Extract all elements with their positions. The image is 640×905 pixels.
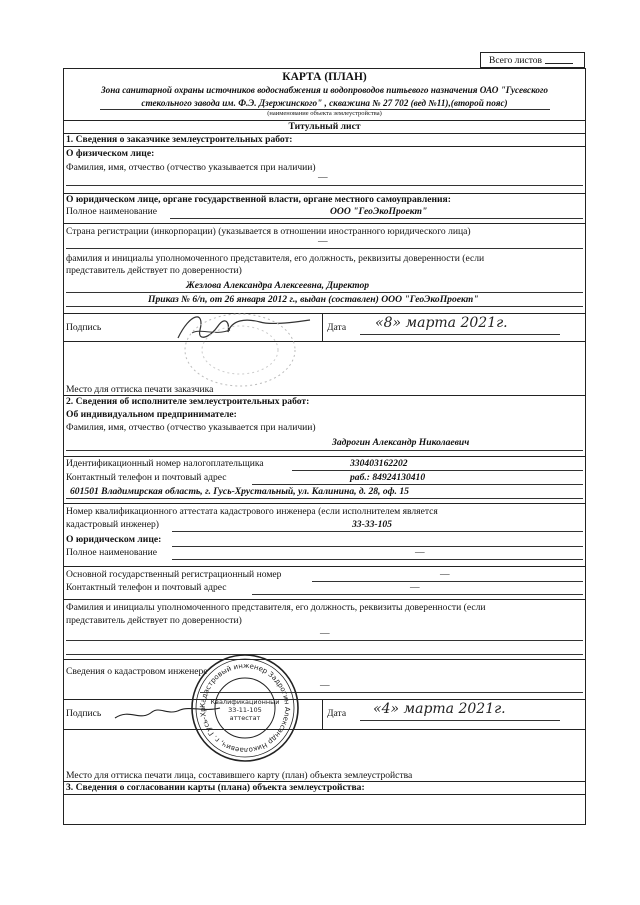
customer-rep-value-line1: Жезлова Александра Алексеевна, Директор <box>186 280 370 291</box>
customer-signature-label: Подпись <box>66 322 102 333</box>
customer-date-value: «8» марта 2021г. <box>375 315 508 331</box>
customer-rep-label-line2: представитель действует по доверенности) <box>66 265 242 276</box>
executor-seal-place: Место для оттиска печати лица, составившего карту (план) объекта землеустройства <box>66 770 413 781</box>
customer-seal-place: Место для оттиска печати заказчика <box>66 384 214 395</box>
customer-date-label: Дата <box>327 322 347 333</box>
title-sheet-label: Титульный лист <box>288 121 361 132</box>
section2-heading: 2. Сведения об исполнителе землеустроительных работ: <box>66 396 310 407</box>
country-label: Страна регистрации (инкорпорации) (указывается в отношении иностранного юридического лица) <box>66 226 471 237</box>
executor-signature <box>110 700 230 730</box>
cert-value: 33-33-105 <box>352 519 392 530</box>
customer-fio-label: Фамилия, имя, отчество (отчество указывается при наличии) <box>66 162 316 173</box>
cadastral-engineer-label: Сведения о кадастровом инженере <box>66 666 208 677</box>
executor-date-label: Дата <box>327 708 347 719</box>
object-name-line1: Зона санитарной охраны источников водоснабжения и водопроводов питьевого назначения ОАО "Гусевского <box>100 85 549 95</box>
contact2-value: — <box>410 582 420 593</box>
executor-legal-heading: О юридическом лице: <box>66 534 162 545</box>
customer-rep-value-line2: Приказ № 6/п, от 26 января 2012 г., выдан (составлен) ООО "ГеоЭкоПроект" <box>148 294 479 305</box>
executor-fio-value: Задрогин Александр Николаевич <box>332 437 470 448</box>
inn-label: Идентификационный номер налогоплательщика <box>66 458 264 469</box>
ogrn-label: Основной государственный регистрационный номер <box>66 569 282 580</box>
svg-text:33-11-105: 33-11-105 <box>228 706 262 714</box>
executor-full-name-value: — <box>415 547 425 558</box>
total-sheets-box <box>480 52 585 68</box>
inn-value: 330403162202 <box>350 458 408 469</box>
contact-label: Контактный телефон и почтовый адрес <box>66 472 227 483</box>
customer-fio-value: — <box>318 172 328 183</box>
individual-heading: О физическом лице: <box>66 148 155 159</box>
executor-rep-value: — <box>320 628 330 639</box>
svg-text:аттестат: аттестат <box>229 714 261 722</box>
stamp-ring-text: Кадастровый инженер Задрогин Александр Николаевич, г. Гусь-Хрустальный, Владимирская область, квалификационный аттестат 33-11-105, ОГРН 304330406600047 <box>177 646 292 755</box>
customer-seal-faint <box>180 310 310 390</box>
address-value: 601501 Владимирская область, г. Гусь-Хрустальный, ул. Калинина, д. 28, оф. 15 <box>70 486 409 497</box>
total-sheets-label: Всего листов <box>489 56 542 66</box>
executor-full-name-label: Полное наименование <box>66 547 158 558</box>
section1-heading: 1. Сведения о заказчике землеустроительных работ: <box>66 134 293 145</box>
ogrn-value: — <box>440 569 450 580</box>
phone-value: раб.: 84924130410 <box>350 472 426 483</box>
executor-date-value: «4» марта 2021г. <box>373 701 506 717</box>
cadastral-engineer-value: — <box>320 680 330 691</box>
object-name-line2: стекольного завода им. Ф.Э. Дзержинского" , скважина № 27 702 (вед №11),(второй пояс) <box>141 98 508 108</box>
total-sheets-blank <box>545 54 573 64</box>
legal-entity-heading: О юридическом лице, органе государственной власти, органе местного самоуправления: <box>66 194 451 205</box>
executor-rep-label-line2: представитель действует по доверенности) <box>66 615 242 626</box>
customer-full-name-value: ООО "ГеоЭкоПроект" <box>330 206 428 217</box>
ip-heading: Об индивидуальном предпринимателе: <box>66 409 237 420</box>
executor-rep-label-line1: Фамилия и инициалы уполномоченного представителя, его должность, реквизиты доверенности (если <box>66 602 486 613</box>
customer-rep-label-line1: фамилия и инициалы уполномоченного представителя, его должность, реквизиты доверенности (если <box>66 253 485 264</box>
cert-label-line1: Номер квалификационного аттестата кадастрового инженера (если исполнителем является <box>66 506 438 517</box>
executor-signature-label: Подпись <box>66 708 102 719</box>
section3-heading: 3. Сведения о согласовании карты (плана) объекта землеустройства: <box>66 782 365 793</box>
object-caption: (наименование объекта землеустройства) <box>267 110 382 117</box>
executor-fio-label: Фамилия, имя, отчество (отчество указывается при наличии) <box>66 422 316 433</box>
form-title: КАРТА (ПЛАН) <box>282 71 367 83</box>
contact2-label: Контактный телефон и почтовый адрес <box>66 582 227 593</box>
customer-full-name-label: Полное наименование <box>66 206 158 217</box>
country-value: — <box>318 236 328 247</box>
svg-text:Квалификационный: Квалификационный <box>210 698 280 706</box>
cert-label-line2: кадастровый инженер) <box>66 519 159 530</box>
